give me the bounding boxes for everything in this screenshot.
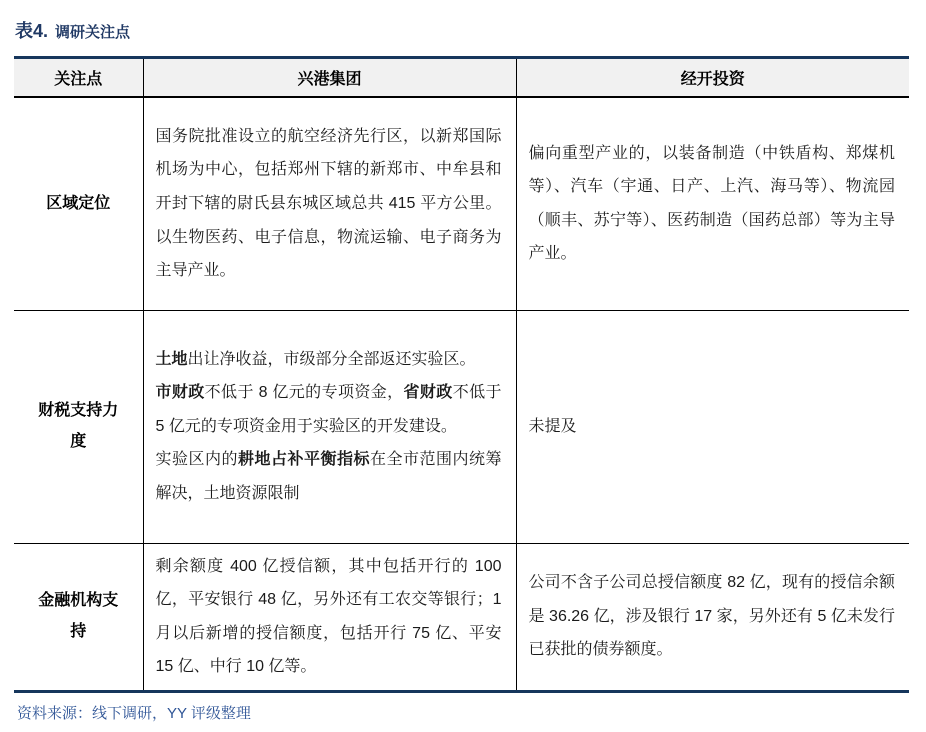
column-header-jingkai-investment: 经开投资 (516, 58, 909, 98)
row-label: 区域定位 (46, 194, 111, 212)
cell-jingkai (516, 310, 909, 543)
paragraph: 偏向重型产业的，以装备制造（中铁盾构、郑煤机等）、汽车（宇通、日产、上汽、海马等）、物流园（顺丰、苏宁等）、医药制造（国药总部）等为主导产业。 (528, 144, 895, 263)
paragraph: 公司不含子公司总授信额度 82 亿，现有的授信余额是 36.26 亿，涉及银行 17 家，另外还有 5 亿未发行已获批的债券额度。 (528, 574, 895, 659)
table-caption-number: 表4. (15, 21, 49, 41)
cell-xinggang (143, 543, 516, 691)
paragraph: 未提及 (528, 417, 577, 435)
table-header-row (14, 58, 909, 98)
cell-jingkai (516, 97, 909, 310)
column-header-xinggang-group: 兴港集团 (143, 58, 516, 98)
paragraph: 市财政不低于 8 亿元的专项资金，省财政不低于 5 亿元的专项资金用于实验区的开发建设。 (155, 384, 502, 435)
table-row-financial-institution-support (14, 543, 909, 691)
row-label: 财税支持力度 (14, 310, 143, 543)
cell-xinggang (143, 97, 516, 310)
research-focus-table (14, 56, 909, 693)
table-row-regional-positioning (14, 97, 909, 310)
source-note: 资料来源：线下调研，YY 评级整理 (17, 704, 251, 722)
paragraph: 剩余额度 400 亿授信额，其中包括开行的 100 亿，平安银行 48 亿，另外还有工农交等银行；1 月以后新增的授信额度，包括开行 75 亿、平安 15 亿、中行 10 亿等。 (155, 557, 502, 676)
row-label: 金融机构支持 (14, 543, 143, 691)
cell-xinggang (143, 310, 516, 543)
paragraph: 实验区内的耕地占补平衡指标在全市范围内统筹解决，土地资源限制 (155, 451, 502, 502)
table-caption (15, 17, 912, 43)
table-row-fiscal-tax-support (14, 310, 909, 543)
cell-jingkai (516, 543, 909, 691)
paragraph: 土地出让净收益，市级部分全部返还实验区。 (155, 350, 476, 368)
table-caption-title: 调研关注点 (55, 24, 131, 41)
column-header-focus-point: 关注点 (14, 58, 143, 98)
paragraph: 国务院批准设立的航空经济先行区，以新郑国际机场为中心，包括郑州下辖的新郑市、中牟县和开封下辖的尉氏县东城区域总共 415 平方公里。以生物医药、电子信息，物流运输、电子商务为主导产业。 (155, 127, 502, 280)
